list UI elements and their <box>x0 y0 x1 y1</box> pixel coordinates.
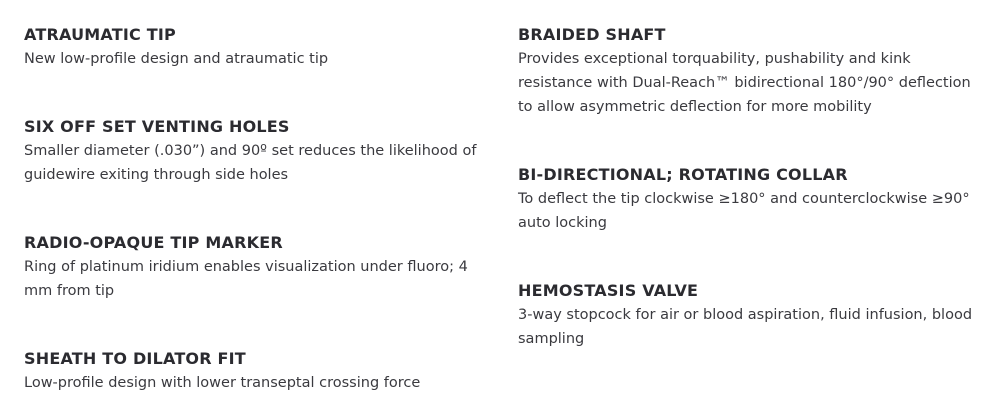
feature-hemostasis-valve <box>518 281 988 351</box>
feature-title: SIX OFF SET VENTING HOLES <box>24 117 290 136</box>
feature-description: 3-way stopcock for air or blood aspiration, fluid infusion, blood sampling <box>518 307 973 347</box>
feature-title: ATRAUMATIC TIP <box>24 25 176 44</box>
feature-title: BI-DIRECTIONAL; ROTATING COLLAR <box>518 165 848 184</box>
feature-atraumatic-tip <box>24 25 328 71</box>
feature-title: BRAIDED SHAFT <box>518 25 666 44</box>
feature-title: SHEATH TO DILATOR FIT <box>24 349 246 368</box>
feature-braided-shaft <box>518 25 988 119</box>
feature-title: HEMOSTASIS VALVE <box>518 281 699 300</box>
feature-rotating-collar <box>518 165 988 235</box>
feature-description: New low-profile design and atraumatic tip <box>24 51 329 67</box>
feature-description: Provides exceptional torquability, pushability and kink resistance with Dual-Reach™ bidirectional 180°/90° deflection to allow asymmetric deflection for more mobility <box>518 51 971 115</box>
feature-venting-holes <box>24 117 484 187</box>
feature-tip-marker <box>24 233 484 303</box>
feature-sheath-dilator-fit <box>24 349 420 395</box>
feature-title: RADIO-OPAQUE TIP MARKER <box>24 233 283 252</box>
feature-description: To deflect the tip clockwise ≥180° and counterclockwise ≥90° auto locking <box>518 191 970 231</box>
feature-description: Ring of platinum iridium enables visualization under fluoro; 4 mm from tip <box>24 259 468 299</box>
feature-description: Smaller diameter (.030”) and 90º set reduces the likelihood of guidewire exiting through side holes <box>24 143 477 183</box>
feature-description: Low-profile design with lower transeptal crossing force <box>24 375 421 391</box>
